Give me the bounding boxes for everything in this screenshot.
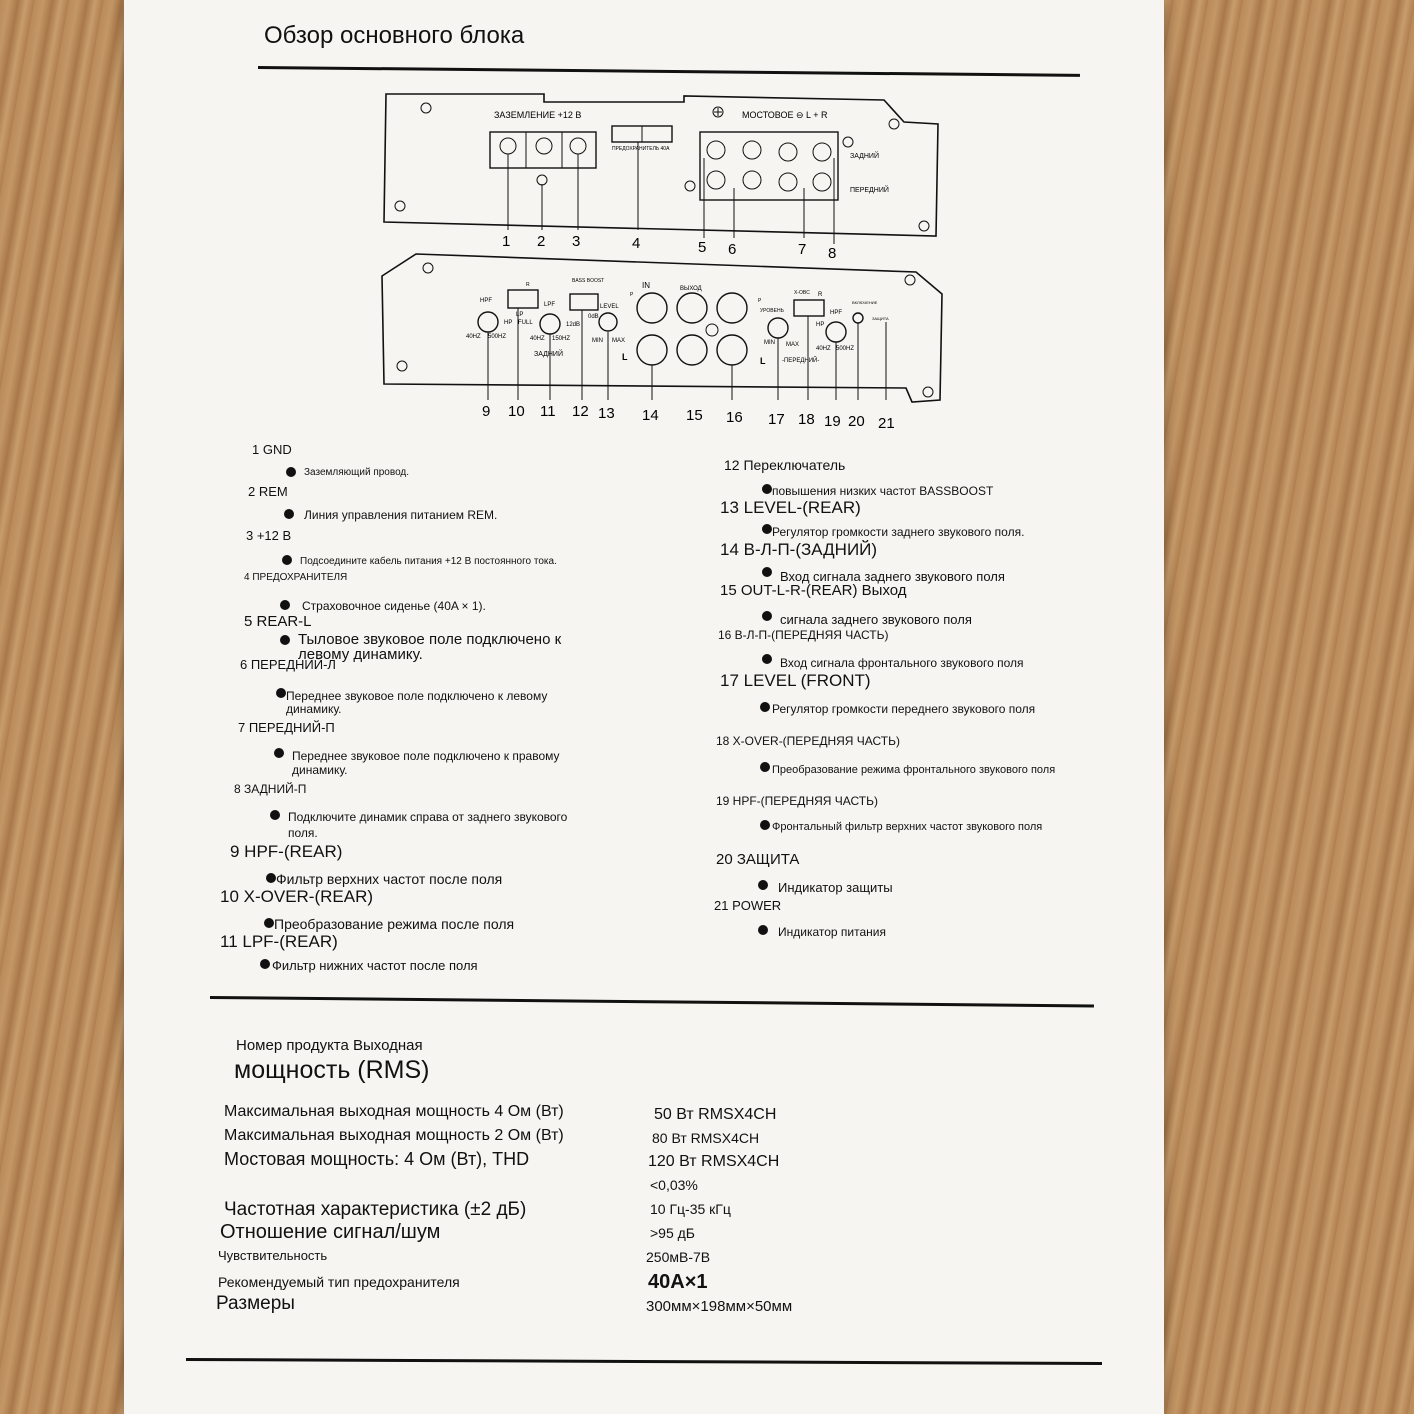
bullet xyxy=(264,918,274,928)
section-divider xyxy=(210,996,1094,1007)
item-9-label: 9 HPF-(REAR) xyxy=(230,842,343,861)
svg-text:L: L xyxy=(622,352,628,362)
svg-text:500HZ: 500HZ xyxy=(836,346,855,352)
callout-9: 9 xyxy=(482,403,491,420)
item-9-desc: Фильтр верхних частот после поля xyxy=(276,871,503,887)
spec-label-dimensions: Размеры xyxy=(216,1293,295,1314)
item-14-desc: Вход сигнала заднего звукового поля xyxy=(780,569,1005,584)
svg-text:MIN: MIN xyxy=(764,340,775,346)
bullet xyxy=(282,555,292,565)
item-19-label: 19 HPF-(ПЕРЕДНЯЯ ЧАСТЬ) xyxy=(716,794,878,808)
item-6-label: 6 ПЕРЕДНИЙ-Л xyxy=(240,657,336,672)
bullet xyxy=(758,925,768,935)
spec-label-bridge-power: Мостовая мощность: 4 Ом (Вт), THD xyxy=(224,1149,530,1169)
bullet xyxy=(760,702,770,712)
svg-text:FULL: FULL xyxy=(518,320,533,326)
svg-text:HP: HP xyxy=(816,322,825,328)
item-4-label: 4 ПРЕДОХРАНИТЕЛЯ xyxy=(244,572,348,583)
item-14-label: 14 В-Л-П-(ЗАДНИЙ) xyxy=(720,540,878,559)
spec-value-max-power-2ohm: 80 Вт RMSX4CH xyxy=(652,1130,760,1146)
item-6-desc: Переднее звуковое поле подключено к левому динамику. xyxy=(286,689,548,716)
svg-text:УРОВЕНЬ: УРОВЕНЬ xyxy=(760,308,784,314)
item-3-desc: Подсоедините кабель питания +12 В постоянного тока. xyxy=(300,556,557,567)
bullet xyxy=(760,762,770,772)
item-2-label: 2 REM xyxy=(248,484,288,499)
item-20-desc: Индикатор защиты xyxy=(778,880,893,895)
item-17-label: 17 LEVEL (FRONT) xyxy=(720,671,871,690)
item-7-desc: Переднее звуковое поле подключено к правому динамику. xyxy=(292,749,560,777)
item-7-label: 7 ПЕРЕДНИЙ-П xyxy=(238,720,335,735)
bullet xyxy=(762,484,772,494)
callout-10: 10 xyxy=(508,403,525,420)
svg-text:P: P xyxy=(630,292,634,298)
top-panel-diagram xyxy=(374,88,954,266)
item-15-label: 15 OUT-L-R-(REAR) Выход xyxy=(720,582,907,599)
callout-16: 16 xyxy=(726,409,743,426)
bullet xyxy=(762,567,772,577)
callout-6: 6 xyxy=(728,241,737,258)
bullet xyxy=(762,611,772,621)
in-label: IN xyxy=(642,281,650,290)
item-21-desc: Индикатор питания xyxy=(778,925,886,939)
item-1-label: 1 GND xyxy=(252,442,292,457)
bullet xyxy=(270,810,280,820)
callout-12: 12 xyxy=(572,403,589,420)
spec-label-fuse: Рекомендуемый тип предохранителя xyxy=(218,1274,460,1290)
svg-text:150HZ: 150HZ xyxy=(552,336,571,342)
spec-label-max-power-2ohm: Максимальная выходная мощность 2 Ом (Вт) xyxy=(224,1127,564,1144)
bridge-label: МОСТОВОЕ ⊖ L + R xyxy=(742,110,828,120)
spec-label-max-power-4ohm: Максимальная выходная мощность 4 Ом (Вт) xyxy=(224,1103,564,1120)
bullet xyxy=(762,654,772,664)
item-15-desc: сигнала заднего звукового поля xyxy=(780,612,972,627)
callout-3: 3 xyxy=(572,233,581,250)
front-section-label: -ПЕРЕДНИЙ- xyxy=(782,358,820,364)
svg-text:HPF: HPF xyxy=(830,310,842,316)
bullet xyxy=(284,509,294,519)
spec-label-frequency-response: Частотная характеристика (±2 дБ) xyxy=(224,1199,527,1220)
bullet xyxy=(280,600,290,610)
item-5-desc: Тыловое звуковое поле подключено к левому динамику. xyxy=(298,631,562,663)
item-12-label: 12 Переключатель xyxy=(724,457,846,473)
spec-value-fuse: 40A×1 xyxy=(648,1271,708,1293)
callout-17: 17 xyxy=(768,411,785,428)
spec-value-snr: >95 дБ xyxy=(650,1225,695,1241)
item-11-desc: Фильтр нижних частот после поля xyxy=(272,958,478,973)
manual-page xyxy=(124,0,1164,1414)
specs-header-line1: Номер продукта Выходная xyxy=(236,1037,423,1054)
svg-text:ВКЛЮЧЕНИЕ: ВКЛЮЧЕНИЕ xyxy=(852,300,878,305)
item-11-label: 11 LPF-(REAR) xyxy=(220,932,338,951)
callout-2: 2 xyxy=(537,233,546,250)
callout-8: 8 xyxy=(828,245,837,262)
spec-value-dimensions: 300мм×198мм×50мм xyxy=(646,1298,793,1315)
callout-4: 4 xyxy=(632,235,641,252)
callout-1: 1 xyxy=(502,233,511,250)
item-16-label: 16 В-Л-П-(ПЕРЕДНЯЯ ЧАСТЬ) xyxy=(718,628,889,642)
item-18-desc: Преобразование режима фронтального звукового поля xyxy=(772,764,1056,776)
bullet xyxy=(280,635,290,645)
callout-20: 20 xyxy=(848,413,865,430)
spec-value-frequency-response: 10 Гц-35 кГц xyxy=(650,1201,731,1217)
svg-text:40HZ: 40HZ xyxy=(816,346,831,352)
svg-text:R: R xyxy=(818,292,823,298)
bullet xyxy=(758,880,768,890)
svg-text:R: R xyxy=(526,282,530,288)
svg-text:X-OBC: X-OBC xyxy=(794,290,810,296)
control-panel-diagram xyxy=(376,250,952,432)
ground-plus12-label: ЗАЗЕМЛЕНИЕ +12 В xyxy=(494,110,582,120)
bullet xyxy=(266,873,276,883)
svg-text:MIN: MIN xyxy=(592,338,603,344)
spec-label-snr: Отношение сигнал/шум xyxy=(220,1221,441,1243)
svg-text:0dB: 0dB xyxy=(588,314,599,320)
svg-text:40HZ: 40HZ xyxy=(530,336,545,342)
spec-value-thd: <0,03% xyxy=(650,1177,698,1193)
item-1-desc: Заземляющий провод. xyxy=(304,467,410,478)
item-13-label: 13 LEVEL-(REAR) xyxy=(720,498,861,517)
spec-label-sensitivity: Чувствительность xyxy=(218,1248,328,1263)
bullet xyxy=(260,959,270,969)
svg-text:LP: LP xyxy=(516,312,524,318)
bullet xyxy=(760,820,770,830)
spec-value-max-power-4ohm: 50 Вт RMSX4CH xyxy=(654,1106,777,1123)
item-10-desc: Преобразование режима после поля xyxy=(274,916,515,932)
page-title: Обзор основного блока xyxy=(264,22,525,49)
callout-15: 15 xyxy=(686,407,703,424)
item-19-desc: Фронтальный фильтр верхних частот звукового поля xyxy=(772,821,1043,833)
svg-text:ЗАЩИТА: ЗАЩИТА xyxy=(872,316,889,321)
bullet xyxy=(276,688,286,698)
svg-text:BASS BOOST: BASS BOOST xyxy=(572,278,605,284)
item-5-label: 5 REAR-L xyxy=(244,613,312,630)
svg-text:MAX: MAX xyxy=(786,342,800,348)
item-16-desc: Вход сигнала фронтального звукового поля xyxy=(780,656,1024,670)
title-divider xyxy=(258,66,1080,77)
bottom-divider xyxy=(186,1358,1102,1365)
hpf-rear-label: HPF xyxy=(480,298,492,304)
callout-19: 19 xyxy=(824,413,841,430)
callout-7: 7 xyxy=(798,241,807,258)
front-label: ПЕРЕДНИЙ xyxy=(850,187,889,194)
item-20-label: 20 ЗАЩИТА xyxy=(716,851,800,868)
item-8-desc: Подключите динамик справа от заднего звукового поля. xyxy=(288,810,568,840)
item-18-label: 18 X-OVER-(ПЕРЕДНЯЯ ЧАСТЬ) xyxy=(716,734,900,748)
bullet xyxy=(286,467,296,477)
svg-text:HP: HP xyxy=(504,320,513,326)
bullet xyxy=(762,524,772,534)
svg-text:L: L xyxy=(760,356,766,366)
callout-18: 18 xyxy=(798,411,815,428)
svg-text:LEVEL: LEVEL xyxy=(600,304,619,310)
specs-header-line2: мощность (RMS) xyxy=(234,1056,430,1084)
item-10-label: 10 X-OVER-(REAR) xyxy=(220,887,374,906)
item-4-desc: Страховочное сиденье (40A × 1). xyxy=(302,599,486,613)
svg-text:MAX: MAX xyxy=(612,338,626,344)
item-12-desc: повышения низких частот BASSBOOST xyxy=(772,484,994,498)
rear-label: ЗАДНИЙ xyxy=(850,153,879,160)
callout-14: 14 xyxy=(642,407,659,424)
fuse-label: ПРЕДОХРАНИТЕЛЬ 40А xyxy=(612,146,670,152)
bullet xyxy=(274,748,284,758)
spec-value-bridge-power: 120 Вт RMSX4CH xyxy=(648,1153,780,1170)
svg-text:LPF: LPF xyxy=(544,302,556,308)
svg-text:500HZ: 500HZ xyxy=(488,334,507,340)
out-label: ВЫХОД xyxy=(680,286,702,292)
item-3-label: 3 +12 В xyxy=(246,528,292,543)
svg-text:12dB: 12dB xyxy=(566,322,581,328)
callout-5: 5 xyxy=(698,239,707,256)
callout-11: 11 xyxy=(540,403,556,420)
svg-text:P: P xyxy=(758,298,762,304)
svg-text:40HZ: 40HZ xyxy=(466,334,481,340)
callout-21: 21 xyxy=(878,415,895,432)
spec-value-sensitivity: 250мВ-7В xyxy=(646,1249,711,1265)
item-2-desc: Линия управления питанием REM. xyxy=(304,508,498,522)
item-17-desc: Регулятор громкости переднего звукового поля xyxy=(772,702,1036,716)
item-21-label: 21 POWER xyxy=(714,898,782,913)
rear-section-label: ЗАДНИЙ xyxy=(534,351,563,358)
item-13-desc: Регулятор громкости заднего звукового поля. xyxy=(772,525,1025,539)
item-8-label: 8 ЗАДНИЙ-П xyxy=(234,782,307,796)
callout-13: 13 xyxy=(598,405,615,422)
